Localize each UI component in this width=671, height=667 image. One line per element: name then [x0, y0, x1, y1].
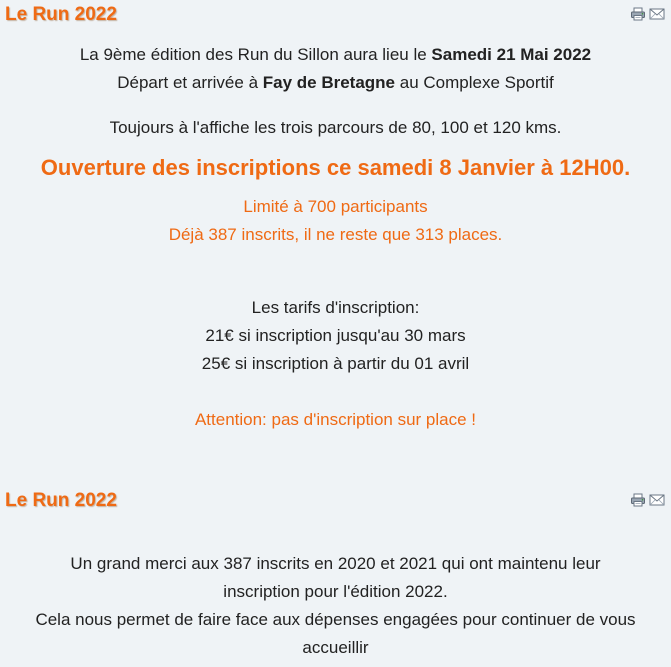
event-date-line	[0, 41, 671, 69]
thanks-line-4: accueillir	[302, 638, 369, 657]
article-title[interactable]: Le Run 2022	[5, 4, 117, 25]
article-header	[0, 486, 671, 516]
event-location-suffix: au Complexe Sportif	[395, 73, 554, 92]
print-icon[interactable]	[630, 493, 646, 507]
participant-limit: Limité à 700 participants	[243, 197, 428, 216]
thanks-line-2: inscription pour l'édition 2022.	[223, 582, 448, 601]
event-location-line	[0, 69, 671, 97]
places-remaining: Déjà 387 inscrits, il ne reste que 313 places.	[168, 225, 503, 244]
article-actions	[630, 493, 665, 507]
tarif-2: 25€ si inscription à partir du 01 avril	[201, 354, 470, 373]
event-date-prefix: La 9ème édition des Run du Sillon aura lieu le	[79, 45, 432, 64]
attention-notice: Attention: pas d'inscription sur place !	[194, 410, 477, 429]
article-title[interactable]: Le Run 2022	[5, 490, 117, 511]
courses-line: Toujours à l'affiche les trois parcours de 80, 100 et 120 kms.	[109, 118, 562, 137]
article-header	[0, 0, 671, 30]
thanks-line-1: Un grand merci aux 387 inscrits en 2020 et 2021 qui ont maintenu leur	[70, 554, 601, 573]
email-icon[interactable]	[649, 493, 665, 507]
thanks-line-3: Cela nous permet de faire face aux dépenses engagées pour continuer de vous	[35, 610, 636, 629]
event-location: Fay de Bretagne	[262, 73, 396, 92]
event-date: Samedi 21 Mai 2022	[431, 45, 592, 64]
registration-headline: Ouverture des inscriptions ce samedi 8 Janvier à 12H00.	[40, 155, 631, 180]
tarif-1: 21€ si inscription jusqu'au 30 mars	[205, 326, 466, 345]
tarifs-title: Les tarifs d'inscription:	[251, 298, 420, 317]
print-icon[interactable]	[630, 7, 646, 21]
article-2	[0, 486, 671, 662]
email-icon[interactable]	[649, 7, 665, 21]
event-location-prefix: Départ et arrivée à	[117, 73, 263, 92]
article-actions	[630, 7, 665, 21]
